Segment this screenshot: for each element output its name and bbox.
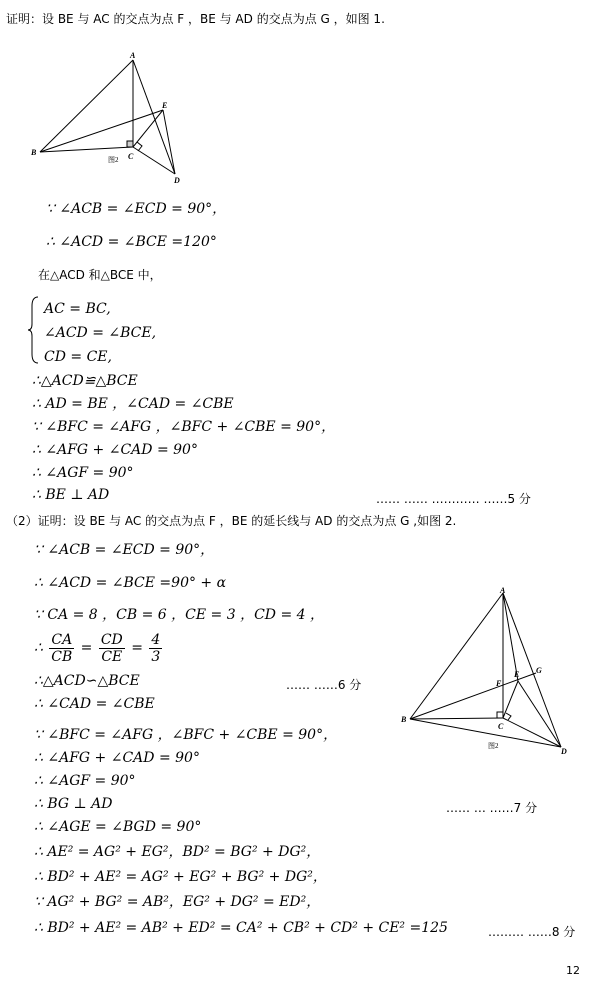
p2-agf-90: ∴ ∠AGF = 90°: [34, 773, 136, 789]
equals-sign: =: [80, 640, 93, 656]
p2-sum-90: ∴ ∠AFG + ∠CAD = 90°: [34, 750, 200, 766]
score-6: …… ……6 分: [286, 678, 362, 692]
fraction-cd-ce: [99, 632, 125, 665]
step-congruent: ∴△ACD≌△BCE: [32, 373, 138, 389]
p2-given-angles: ∵ ∠ACB = ∠ECD = 90°，: [34, 542, 215, 558]
step-agf-90: ∴ ∠AGF = 90°: [32, 465, 134, 481]
condition-3: CD = CE,: [44, 349, 112, 365]
label-c: C: [498, 722, 504, 731]
label-a: A: [500, 586, 506, 595]
page-number: 12: [566, 964, 580, 977]
segment-ad: [503, 593, 561, 747]
p2-equal-angles: ∴ ∠CAD = ∠CBE: [34, 696, 155, 712]
numerator: CD: [100, 631, 123, 648]
p2-angle-sum: ∴ ∠ACD = ∠BCE =90° + α: [34, 575, 227, 591]
right-angle-mark-2: [506, 713, 511, 720]
segment-ad: [133, 60, 175, 174]
step-angle-sum: ∴ ∠ACD = ∠BCE =120°: [46, 234, 217, 250]
label-c: C: [128, 152, 134, 161]
label-e: E: [162, 101, 168, 110]
right-angle-mark: [127, 141, 133, 147]
p2-sum-squares: ∴ BD² + AE² = AG² + EG² + BG² + DG²，: [34, 869, 327, 885]
step-sum-90: ∴ ∠AFG + ∠CAD = 90°: [32, 442, 198, 458]
score-7: …… … ……7 分: [446, 801, 538, 815]
fraction-4-3: [149, 632, 162, 665]
p2-lengths: ∵ CA = 8 ，CB = 6 ，CE = 3 ，CD = 4 ，: [34, 607, 325, 623]
therefore-symbol: ∴: [34, 640, 43, 656]
segment-ed: [163, 110, 175, 174]
label-a: A: [130, 52, 136, 60]
step-perpendicular: ∴ BE ⊥ AD: [32, 487, 110, 503]
segment-ce: [503, 681, 518, 718]
equals-sign: =: [131, 640, 143, 656]
segment-ab: [410, 593, 503, 719]
p2-similar: ∴△ACD∽△BCE: [34, 673, 140, 689]
label-f: F: [496, 679, 502, 688]
step-in-triangles: 在△ACD 和△BCE 中，: [38, 268, 162, 282]
condition-1: AC = BC,: [44, 301, 111, 317]
segment-ab: [40, 60, 133, 152]
segment-bd: [410, 719, 561, 747]
segment-cd: [133, 147, 175, 174]
label-g: G: [536, 666, 542, 675]
figure-2: [400, 585, 580, 755]
segment-bc: [410, 718, 503, 719]
p2-perpendicular: ∴ BG ⊥ AD: [34, 796, 113, 812]
label-b: B: [31, 148, 37, 157]
denominator: CB: [51, 648, 73, 665]
brace: [28, 296, 40, 364]
denominator: 3: [151, 648, 161, 665]
figure-caption: 图2: [488, 742, 499, 750]
p2-right-angles: ∴ ∠AGE = ∠BGD = 90°: [34, 819, 202, 835]
p2-pythagoras: ∴ AE² = AG² + EG²，BD² = BG² + DG²，: [34, 844, 321, 860]
score-5: …… …… ………… ……5 分: [376, 492, 531, 506]
step-equal-parts: ∴ AD = BE ，∠CAD = ∠CBE: [32, 396, 234, 412]
p2-ratio: [34, 630, 164, 666]
fraction-ca-cb: [49, 632, 74, 665]
figure-caption: 图2: [108, 156, 119, 164]
p2-substitution: ∵ AG² + BG² = AB²，EG² + DG² = ED²，: [34, 894, 321, 910]
label-b: B: [401, 715, 407, 724]
denominator: CE: [101, 648, 123, 665]
label-e: E: [514, 670, 520, 679]
p2-vertical-angles: ∵ ∠BFC = ∠AFG ，∠BFC + ∠CBE = 90°，: [34, 727, 338, 743]
segment-bg: [410, 673, 536, 719]
part2-intro: （2）证明：设 BE 与 AC 的交点为点 F ，BE 的延长线与 AD 的交点为点 G ,如图 2.: [6, 514, 457, 528]
numerator: 4: [151, 631, 161, 648]
part1-intro: 证明：设 BE 与 AC 的交点为点 F ，BE 与 AD 的交点为点 G ，如图 1.: [6, 12, 385, 26]
step-vertical-angles: ∵ ∠BFC = ∠AFG ，∠BFC + ∠CBE = 90°，: [32, 419, 336, 435]
right-angle-mark: [497, 712, 503, 718]
numerator: CA: [51, 631, 73, 648]
score-8: ……… ……8 分: [488, 925, 576, 939]
figure-1: [28, 52, 188, 187]
p2-result: ∴ BD² + AE² = AB² + ED² = CA² + CB² + CD² + CE² =125: [34, 920, 448, 936]
step-given-angles: ∵ ∠ACB = ∠ECD = 90°，: [46, 201, 227, 217]
label-d: D: [561, 747, 567, 755]
condition-2: ∠ACD = ∠BCE,: [44, 325, 157, 341]
segment-ae: [503, 593, 518, 681]
label-d: D: [174, 176, 180, 185]
segment-be: [40, 110, 163, 152]
segment-cd: [503, 718, 561, 747]
